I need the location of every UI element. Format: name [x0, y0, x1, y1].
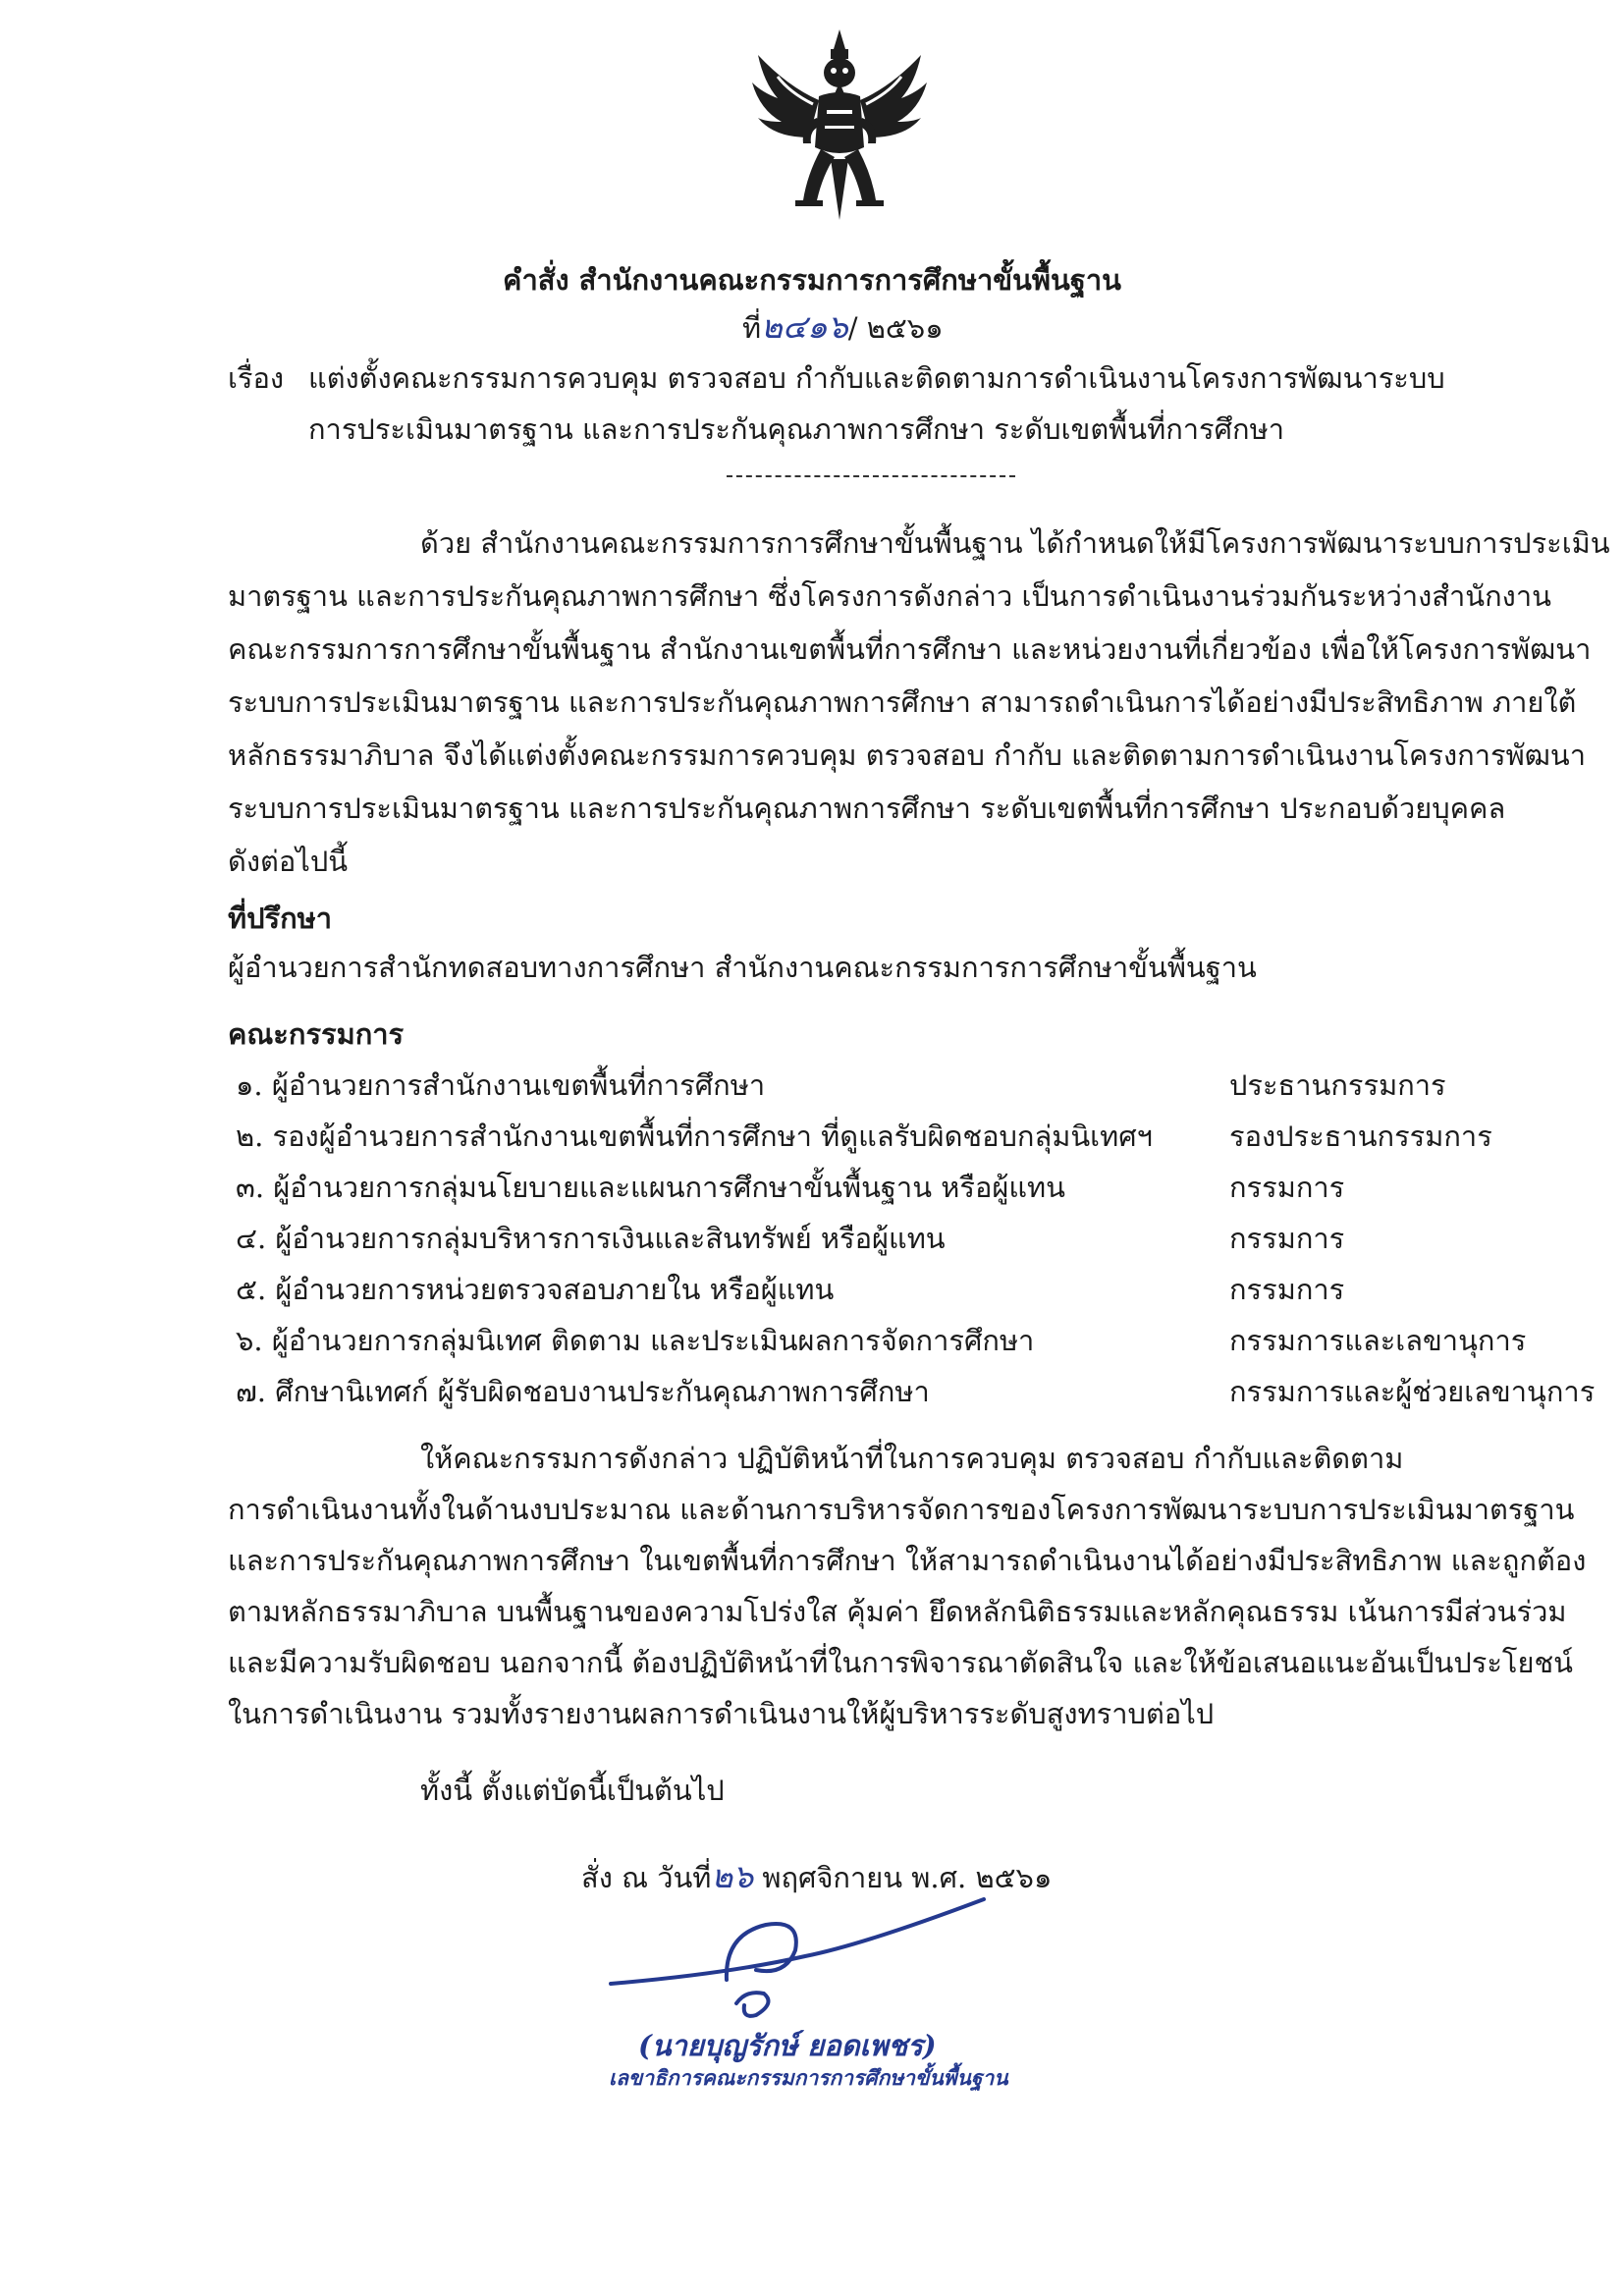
intro-line: ดังต่อไปนี้ — [228, 845, 349, 878]
handwritten-signature — [609, 1895, 1001, 2033]
committee-heading: คณะกรรมการ — [228, 1017, 405, 1051]
committee-member: ๒. รองผู้อำนวยการสำนักงานเขตพื้นที่การศึกษา ที่ดูแลรับผิดชอบกลุ่มนิเทศฯ — [236, 1120, 1153, 1153]
intro-line: หลักธรรมาภิบาล จึงได้แต่งตั้งคณะกรรมการควบคุม ตรวจสอบ กำกับ และติดตามการดำเนินงานโครงการพัฒนา — [228, 738, 1587, 772]
duties-line: และมีความรับผิดชอบ นอกจากนี้ ต้องปฏิบัติหน้าที่ในการพิจารณาตัดสินใจ และให้ข้อเสนอแนะอันเป็นประโยชน์ — [228, 1646, 1573, 1679]
order-title: คำสั่ง สำนักงานคณะกรรมการการศึกษาขั้นพื้นฐาน — [503, 263, 1121, 297]
committee-member: ๓. ผู้อำนวยการกลุ่มนโยบายและแผนการศึกษาขั้นพื้นฐาน หรือผู้แทน — [236, 1171, 1065, 1204]
order-number-year: / ๒๕๖๑ — [847, 311, 944, 345]
committee-role: กรรมการ — [1229, 1273, 1345, 1306]
order-number-handwritten: ๒๔๑๖ — [761, 307, 848, 346]
subject-line-2: การประเมินมาตรฐาน และการประกันคุณภาพการศึกษา ระดับเขตพื้นที่การศึกษา — [308, 412, 1285, 446]
signoff-date-month-year: พฤศจิกายน พ.ศ. ๒๕๖๑ — [762, 1861, 1053, 1894]
order-number — [742, 301, 944, 353]
signatory-position: เลขาธิการคณะกรรมการการศึกษาขั้นพื้นฐาน — [609, 2065, 1008, 2090]
committee-member: ๕. ผู้อำนวยการหน่วยตรวจสอบภายใน หรือผู้แทน — [236, 1273, 835, 1306]
signatory-name: (นายบุญรักษ์ ยอดเพชร) — [638, 2029, 937, 2062]
signoff-date-prefix: สั่ง ณ วันที่ — [581, 1861, 712, 1894]
duties-line: ให้คณะกรรมการดังกล่าว ปฏิบัติหน้าที่ในการควบคุม ตรวจสอบ กำกับและติดตาม — [420, 1442, 1404, 1475]
duties-line: ในการดำเนินงาน รวมทั้งรายงานผลการดำเนินงานให้ผู้บริหารระดับสูงทราบต่อไป — [228, 1697, 1215, 1730]
committee-role: กรรมการ — [1229, 1222, 1345, 1255]
intro-line: ระบบการประเมินมาตรฐาน และการประกันคุณภาพการศึกษา สามารถดำเนินการได้อย่างมีประสิทธิภาพ ภายใต้ — [228, 685, 1577, 719]
duties-line: การดำเนินงานทั้งในด้านงบประมาณ และด้านการบริหารจัดการของโครงการพัฒนาระบบการประเมินมาตรฐาน — [228, 1493, 1575, 1526]
garuda-emblem — [748, 27, 931, 224]
committee-role: กรรมการและผู้ช่วยเลขานุการ — [1229, 1375, 1596, 1408]
duties-line: ตามหลักธรรมาภิบาล บนพื้นฐานของความโปร่งใส คุ้มค่า ยึดหลักนิติธรรมและหลักคุณธรรม เน้นการมีส่วนร่วม — [228, 1595, 1567, 1628]
committee-member: ๑. ผู้อำนวยการสำนักงานเขตพื้นที่การศึกษา — [236, 1068, 766, 1102]
committee-member: ๖. ผู้อำนวยการกลุ่มนิเทศ ติดตาม และประเมินผลการจัดการศึกษา — [236, 1324, 1035, 1357]
subject-label: เรื่อง — [228, 361, 285, 395]
committee-role: กรรมการ — [1229, 1171, 1345, 1204]
committee-member: ๔. ผู้อำนวยการกลุ่มบริหารการเงินและสินทรัพย์ หรือผู้แทน — [236, 1222, 946, 1255]
duties-line: และการประกันคุณภาพการศึกษา ในเขตพื้นที่การศึกษา ให้สามารถดำเนินงานได้อย่างมีประสิทธิภาพ และถูกต้อง — [228, 1544, 1587, 1577]
committee-role: รองประธานกรรมการ — [1229, 1120, 1492, 1153]
committee-role: กรรมการและเลขานุการ — [1229, 1324, 1527, 1357]
intro-line: คณะกรรมการการศึกษาขั้นพื้นฐาน สำนักงานเขตพื้นที่การศึกษา และหน่วยงานที่เกี่ยวข้อง เพื่อให้โครงการพัฒนา — [228, 632, 1592, 666]
separator-rule — [727, 475, 1015, 477]
subject-line-1: แต่งตั้งคณะกรรมการควบคุม ตรวจสอบ กำกับและติดตามการดำเนินงานโครงการพัฒนาระบบ — [308, 361, 1445, 395]
effective-clause: ทั้งนี้ ตั้งแต่บัดนี้เป็นต้นไป — [420, 1774, 725, 1807]
advisor-heading: ที่ปรึกษา — [228, 902, 333, 935]
committee-member: ๗. ศึกษานิเทศก์ ผู้รับผิดชอบงานประกันคุณภาพการศึกษา — [236, 1375, 930, 1408]
intro-line: ด้วย สำนักงานคณะกรรมการการศึกษาขั้นพื้นฐาน ได้กำหนดให้มีโครงการพัฒนาระบบการประเมิน — [420, 526, 1610, 560]
advisor-text: ผู้อำนวยการสำนักทดสอบทางการศึกษา สำนักงานคณะกรรมการการศึกษาขั้นพื้นฐาน — [228, 951, 1257, 984]
intro-line: ระบบการประเมินมาตรฐาน และการประกันคุณภาพการศึกษา ระดับเขตพื้นที่การศึกษา ประกอบด้วยบุคคล — [228, 792, 1506, 825]
order-number-prefix: ที่ — [742, 311, 762, 345]
intro-line: มาตรฐาน และการประกันคุณภาพการศึกษา ซึ่งโครงการดังกล่าว เป็นการดำเนินงานร่วมกันระหว่างสำนักงาน — [228, 579, 1551, 613]
signoff-date-day-handwritten: ๒๖ — [711, 1857, 754, 1895]
committee-role: ประธานกรรมการ — [1229, 1068, 1446, 1102]
